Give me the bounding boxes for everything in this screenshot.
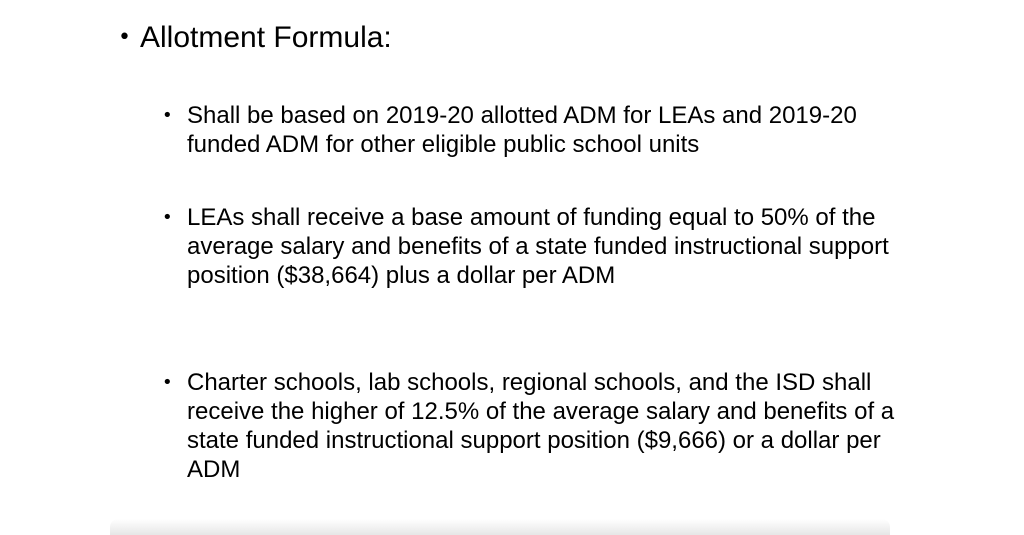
- sub-bullet-item: [162, 203, 932, 290]
- heading-text: Allotment Formula:: [140, 21, 392, 54]
- bottom-edge-shadow: [110, 519, 890, 535]
- sub-bullet-text: LEAs shall receive a base amount of funding equal to 50% of the average salary and benefits of a state funded instructional support position ($38,664) plus a dollar per ADM: [187, 204, 889, 289]
- bullet-icon: •: [162, 207, 173, 228]
- sub-bullet-text: Charter schools, lab schools, regional schools, and the ISD shall receive the higher of 12.5% of the average salary and benefits of a state funded instructional support position ($9,666) or a dollar per ADM: [187, 369, 895, 483]
- sub-bullet-item: [162, 368, 932, 484]
- heading-bullet-item: [118, 20, 392, 56]
- bullet-icon: •: [118, 25, 131, 50]
- sub-bullet-text: Shall be based on 2019-20 allotted ADM for LEAs and 2019-20 funded ADM for other eligible public school units: [187, 102, 857, 158]
- sub-bullet-item: [162, 101, 932, 159]
- bullet-icon: •: [162, 105, 173, 126]
- bullet-icon: •: [162, 372, 173, 393]
